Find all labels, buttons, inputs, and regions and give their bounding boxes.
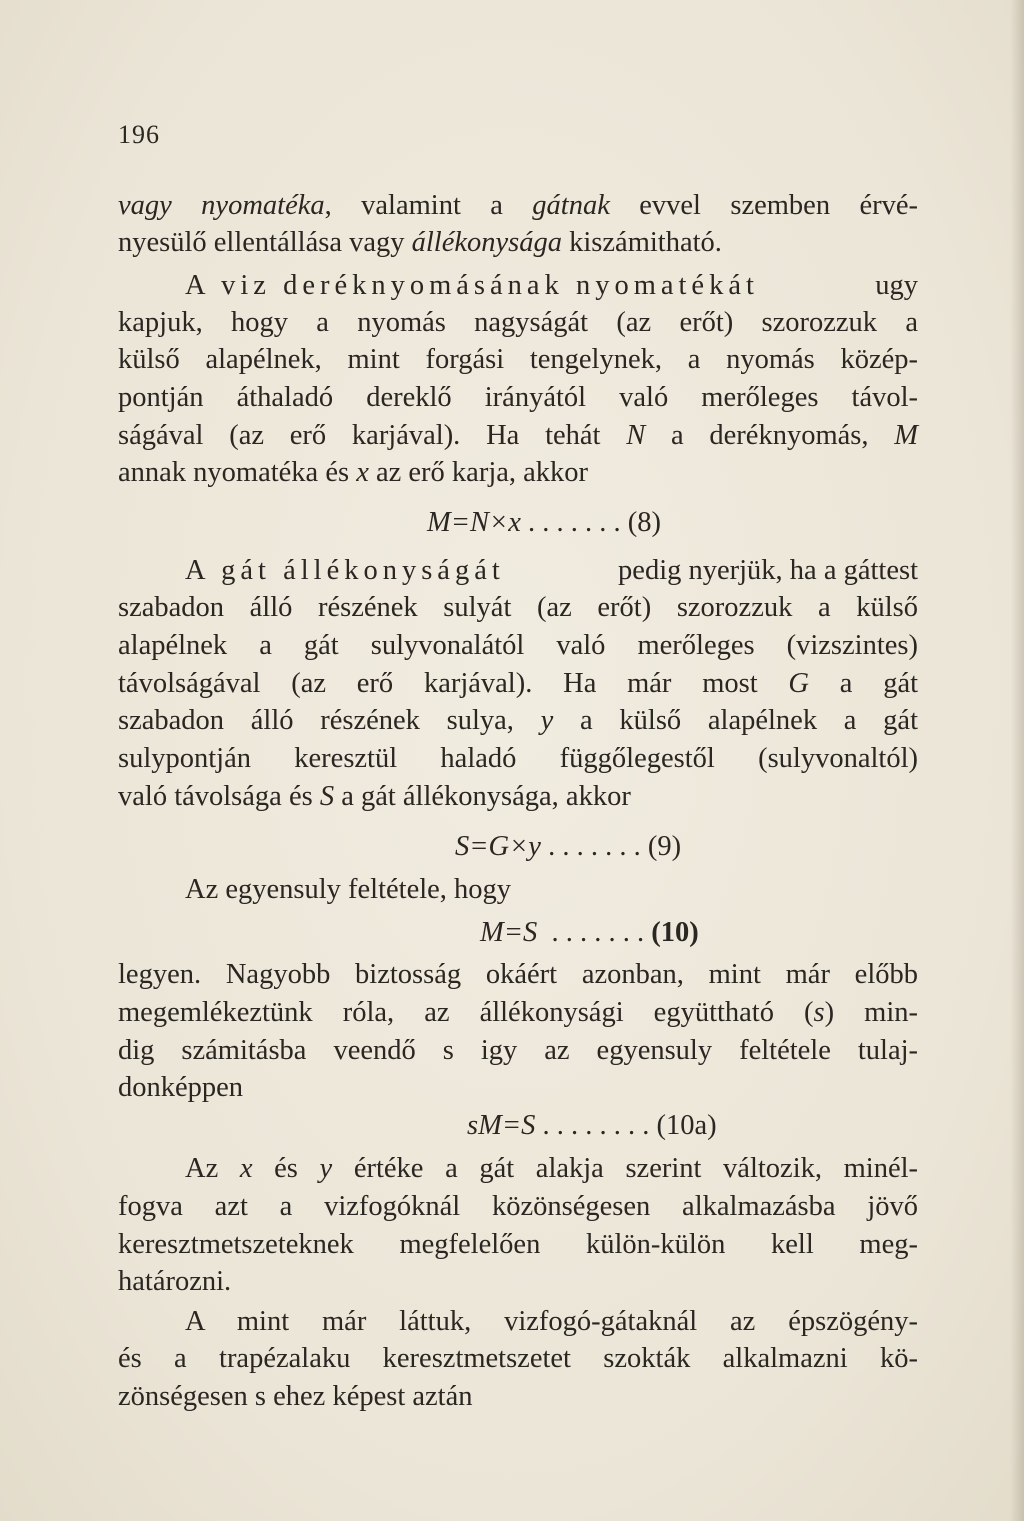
text-line bbox=[118, 225, 918, 261]
italic-var: x bbox=[356, 457, 369, 488]
equation-number: (8) bbox=[627, 507, 661, 538]
text-line bbox=[185, 553, 918, 589]
text-run: kiszámitható. bbox=[562, 227, 722, 258]
text-line bbox=[118, 666, 918, 702]
equation-10a bbox=[467, 1108, 907, 1144]
italic-term: állékonysága bbox=[411, 227, 563, 258]
formula: M=N×x bbox=[427, 507, 521, 538]
text-run: a külső alapélnek a gát bbox=[553, 705, 919, 736]
text-run: nyesülő ellentállása vagy bbox=[118, 227, 412, 258]
page-edge-shadow bbox=[1010, 0, 1024, 1521]
text-run: pedig nyerjük, ha a gáttest bbox=[618, 555, 918, 586]
page-number: 196 bbox=[118, 120, 160, 149]
text-line bbox=[118, 703, 918, 739]
text-line bbox=[118, 418, 918, 454]
text-run: a deréknyomás, bbox=[645, 420, 895, 451]
leader-dots: . . . . . . . bbox=[540, 831, 648, 862]
text-run: annak nyomatéka és bbox=[118, 457, 357, 488]
text-line: határozni. bbox=[118, 1266, 232, 1297]
text-run: a gát bbox=[809, 668, 919, 699]
text-run: távolságával (az erő karjával). Ha már most bbox=[118, 668, 789, 699]
equation-number: (9) bbox=[647, 831, 682, 862]
formula: sM=S bbox=[467, 1110, 536, 1141]
text-run: ságával (az erő karjával). Ha tehát bbox=[118, 420, 627, 451]
text-run: az erő karja, akkor bbox=[368, 457, 589, 488]
formula: S=G×y bbox=[455, 831, 541, 862]
leader-dots: . . . . . . . . bbox=[535, 1110, 657, 1141]
equation-number: (10a) bbox=[656, 1110, 717, 1141]
text-run: , valamint a bbox=[324, 190, 533, 221]
text-run: evvel szemben érvé- bbox=[609, 190, 918, 221]
text-line: külső alapélnek, mint forgási tengelynek, a nyomás közép- bbox=[118, 344, 918, 375]
italic-term: vagy nyomatéka bbox=[118, 190, 325, 221]
text-line bbox=[118, 779, 918, 815]
text-line: dig számitásba veendő s igy az egyensuly feltétele tulaj- bbox=[118, 1035, 918, 1066]
text-run: megemlékeztünk róla, az állékonysági együttható ( bbox=[118, 997, 814, 1028]
italic-var: x bbox=[239, 1153, 253, 1184]
text-line bbox=[118, 455, 918, 491]
text-run: való távolsága és bbox=[118, 781, 320, 812]
text-run: ugy bbox=[875, 270, 918, 301]
text-line: kapjuk, hogy a nyomás nagyságát (az erőt) szorozzuk a bbox=[118, 307, 918, 338]
text-line: A mint már láttuk, vizfogó-gátaknál az épszögény- bbox=[185, 1306, 918, 1337]
italic-var: S bbox=[319, 781, 335, 812]
equation-number: (10) bbox=[651, 917, 699, 948]
text-line: legyen. Nagyobb biztosság okáért azonban, mint már előbb bbox=[118, 959, 918, 990]
text-run: a gát állékonysága, akkor bbox=[334, 781, 631, 812]
italic-var: N bbox=[626, 420, 646, 451]
text-line bbox=[118, 995, 918, 1031]
italic-var: M bbox=[894, 420, 918, 451]
text-run: szabadon álló részének sulya, bbox=[118, 705, 541, 736]
text-line: sulypontján keresztül haladó függőlegestől (sulyvonaltól) bbox=[118, 743, 918, 774]
leader-dots: . . . . . . . bbox=[520, 507, 628, 538]
text-line: Az egyensuly feltétele, hogy bbox=[185, 874, 512, 905]
text-line: pontján áthaladó dereklő irányától való merőleges távol- bbox=[118, 382, 918, 413]
text-line: szabadon álló részének sulyát (az erőt) szorozzuk a külső bbox=[118, 592, 918, 623]
text-line: keresztmetszeteknek megfelelően külön-külön kell meg- bbox=[118, 1229, 918, 1260]
text-run: értéke a gát alakja szerint változik, minél- bbox=[332, 1153, 919, 1184]
text-line: és a trapézalaku keresztmetszetet szokták alkalmazni kö- bbox=[118, 1343, 918, 1374]
text-run: ) min- bbox=[824, 997, 918, 1028]
italic-var: y bbox=[319, 1153, 333, 1184]
text-line bbox=[118, 188, 918, 224]
text-line bbox=[185, 268, 918, 304]
italic-var: s bbox=[813, 997, 825, 1028]
text-run: és bbox=[252, 1153, 320, 1184]
text-line: donképpen bbox=[118, 1072, 244, 1103]
spaced-emphasis: A gát állékonyságát bbox=[185, 555, 505, 586]
text-line: alapélnek a gát sulyvonalától való merőleges (vizszintes) bbox=[118, 630, 918, 661]
leader-dots: . . . . . . . bbox=[537, 917, 652, 948]
equation-9 bbox=[455, 829, 905, 865]
text-line bbox=[185, 1151, 918, 1187]
formula: M=S bbox=[480, 917, 538, 948]
text-run: Az bbox=[185, 1153, 240, 1184]
equation-8 bbox=[427, 505, 897, 541]
text-line: zönségesen s ehez képest aztán bbox=[118, 1381, 473, 1412]
italic-var: y bbox=[540, 705, 554, 736]
italic-term: gátnak bbox=[532, 190, 610, 221]
text-line: fogva azt a vizfogóknál közönségesen alkalmazásba jövő bbox=[118, 1191, 918, 1222]
italic-var: G bbox=[788, 668, 809, 699]
equation-10 bbox=[480, 915, 910, 951]
spaced-emphasis: A viz deréknyomásának nyomatékát bbox=[185, 270, 759, 301]
